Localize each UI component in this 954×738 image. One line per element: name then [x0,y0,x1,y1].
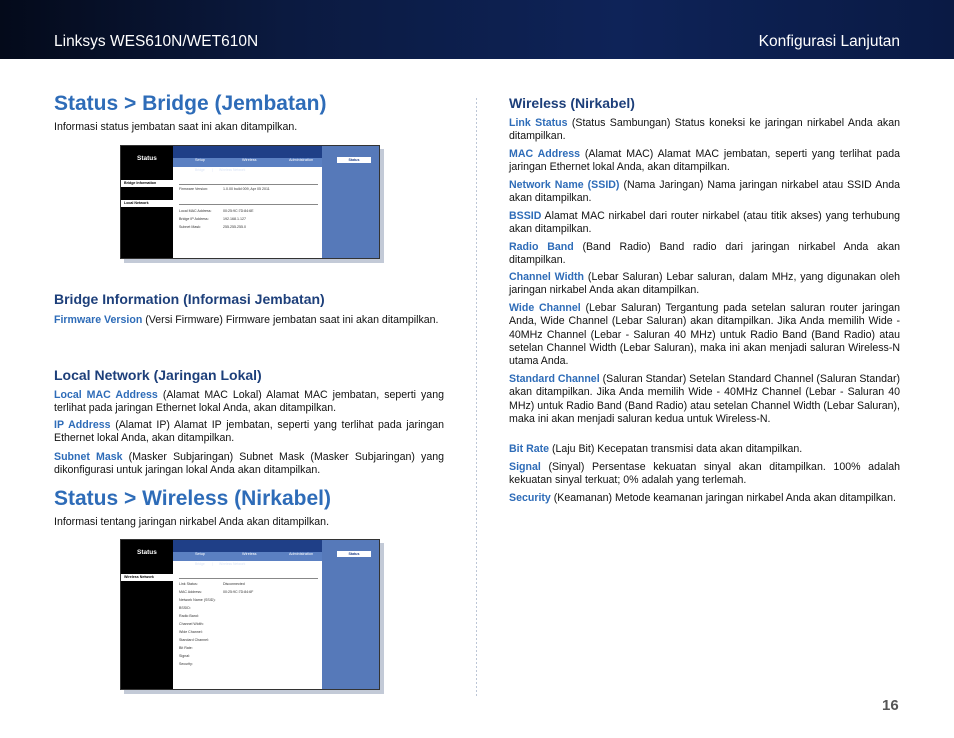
sidebar-wireless-network: Wireless Network [121,574,173,581]
standard-channel-text: (Saluran Standar) Setelan Standard Channel (Saluran Standar) akan ditampilkan. Jika Anda memilih Wide - 40MHz Channel (Lebar - Saluran 40 MHz) untuk Radio Band (Band Radio) atau setelan Channel Width (Lebar Saluran), maka ini akan menjadi saluran kedua untuk Wireless-N. [509,373,900,425]
row-value: 192.168.1.127 [223,217,246,221]
firmware-term: Firmware Version [54,314,143,326]
wireless-status-screenshot [120,539,384,694]
bridge-intro: Informasi status jembatan saat ini akan ditampilkan. [54,121,298,133]
tab-wireless: Wireless [242,552,257,556]
mac-address-paragraph [509,148,900,175]
bssid-text: Alamat MAC nirkabel dari router nirkabel (atau titik akses) yang terhubung akan ditampilkan. [509,210,900,236]
wide-channel-text: (Lebar Saluran) Tergantung pada setelan saluran router jaringan Anda, Wide Channel (Lebar Saluran) akan ditampilkan. Jika Anda memilih Wide - 40MHz Channel (Lebar - Saluran 40 MHz) untuk Radio Band (Band Radio) atau setelan Channel Width (Lebar Saluran), maka ini akan menjadi saluran Wireless-N utama Anda. [509,302,900,368]
local-mac-paragraph [54,389,444,416]
local-mac-term: Local MAC Address [54,389,158,401]
ip-text: (Alamat IP) Alamat IP jembatan, seperti yang terlihat pada jaringan Ethernet lokal Anda, akan ditampilkan. [54,419,444,445]
row-label: Radio Band: [179,614,199,618]
row-label: Bridge IP Address: [179,217,209,221]
subtab-wireless-network: Wireless Network [219,562,246,566]
row-label: Subnet Mask: [179,225,201,229]
bssid-term: BSSID [509,210,542,222]
bit-rate-paragraph [509,443,900,456]
channel-width-paragraph [509,271,900,298]
sidebar-bridge-information: Bridge Information [121,180,173,187]
row-value: 255.255.255.0 [223,225,246,229]
page-header [0,0,954,59]
ssid-paragraph [509,179,900,206]
row-label: Firmware Version: [179,187,208,191]
bridge-status-title: Status > Bridge (Jembatan) [54,92,327,115]
screenshot-title: Status [137,549,157,556]
link-status-term: Link Status [509,117,568,129]
tab-status: Status [337,551,371,557]
product-name: Linksys WES610N/WET610N [54,33,259,50]
subtab-wireless-network: Wireless Network [219,168,246,172]
row-value: 00:25:9C:7D:84:6E [223,209,254,213]
row-label: Wide Channel: [179,630,203,634]
subnet-text: (Masker Subjaringan) Subnet Mask (Masker Subjaringan) yang dikonfigurasi untuk jaringan lokal Anda akan ditampilkan. [54,451,445,477]
row-label: Bit Rate: [179,646,193,650]
signal-paragraph [509,461,900,488]
ip-paragraph [54,419,444,446]
subtab-bridge: Bridge [195,562,205,566]
mac-address-text: (Alamat MAC) Alamat MAC jembatan, seperti yang terlihat pada jaringan Ethernet lokal Anda, akan ditampilkan. [509,148,900,174]
subnet-paragraph [54,451,444,478]
radio-band-paragraph [509,241,900,268]
security-paragraph [509,492,900,505]
tab-wireless: Wireless [242,158,257,162]
row-value: 1.0.00 build 009, Apr 05 2011 [223,187,270,191]
bit-rate-text: (Laju Bit) Kecepatan transmisi data akan ditampilkan. [549,443,803,455]
row-value: 00:25:9C:7D:84:6F [223,590,254,594]
wireless-status-title: Status > Wireless (Nirkabel) [54,487,331,510]
screenshot-title: Status [137,155,157,162]
security-text: (Keamanan) Metode keamanan jaringan nirkabel Anda akan ditampilkan. [550,492,896,504]
sidebar-local-network: Local Network [121,200,173,207]
subtab-divider: | [212,562,213,566]
signal-term: Signal [509,461,541,473]
standard-channel-paragraph [509,373,900,426]
row-label: Channel Width: [179,622,204,626]
local-mac-text: (Alamat MAC Lokal) Alamat MAC jembatan, seperti yang terlihat pada jaringan Ethernet lokal Anda, akan ditampilkan. [54,389,444,415]
row-value: Disconnected [223,582,245,586]
ssid-text: (Nama Jaringan) Nama jaringan nirkabel atau SSID Anda akan ditampilkan. [509,179,900,205]
row-label: Link Status: [179,582,198,586]
link-status-paragraph [509,117,900,144]
subtab-bridge: Bridge [195,168,205,172]
tab-setup: Setup [195,552,205,556]
bridge-info-heading: Bridge Information (Informasi Jembatan) [54,291,325,307]
row-label: Security: [179,662,193,666]
standard-channel-term: Standard Channel [509,373,600,385]
subtab-divider: | [212,168,213,172]
bridge-status-screenshot [120,145,384,263]
row-label: BSSID: [179,606,191,610]
ssid-term: Network Name (SSID) [509,179,620,191]
row-label: Standard Channel: [179,638,209,642]
firmware-paragraph [54,314,444,327]
tab-administration: Administration [289,158,314,162]
subnet-term: Subnet Mask [54,451,123,463]
row-label: Network Name (SSID): [179,598,216,602]
radio-band-text: (Band Radio) Band radio dari jaringan nirkabel Anda akan ditampilkan. [509,241,900,267]
row-label: Signal: [179,654,190,658]
local-network-heading: Local Network (Jaringan Lokal) [54,367,262,383]
channel-width-term: Channel Width [509,271,585,283]
bit-rate-term: Bit Rate [509,443,550,455]
wireless-heading: Wireless (Nirkabel) [509,95,635,111]
bssid-paragraph [509,210,900,237]
ip-term: IP Address [54,419,111,431]
section-name: Konfigurasi Lanjutan [758,33,900,50]
link-status-text: (Status Sambungan) Status koneksi ke jaringan nirkabel Anda akan ditampilkan. [509,117,900,143]
wide-channel-term: Wide Channel [509,302,581,314]
firmware-text: (Versi Firmware) Firmware jembatan saat ini akan ditampilkan. [142,314,439,326]
tab-administration: Administration [289,552,314,556]
tab-setup: Setup [195,158,205,162]
row-label: MAC Address: [179,590,202,594]
row-label: Local MAC Address: [179,209,212,213]
column-divider [476,98,477,698]
wide-channel-paragraph [509,302,900,368]
page-number: 16 [882,697,899,714]
security-term: Security [509,492,551,504]
signal-text: (Sinyal) Persentase kekuatan sinyal akan ditampilkan. 100% adalah kekuatan sinyal terkuat; 0% adalah yang terlemah. [509,461,900,487]
tab-status: Status [337,157,371,163]
mac-address-term: MAC Address [509,148,580,160]
wireless-intro: Informasi tentang jaringan nirkabel Anda akan ditampilkan. [54,516,330,528]
radio-band-term: Radio Band [509,241,574,253]
channel-width-text: (Lebar Saluran) Lebar saluran, dalam MHz, yang digunakan oleh jaringan nirkabel Anda akan ditampilkan. [509,271,900,297]
